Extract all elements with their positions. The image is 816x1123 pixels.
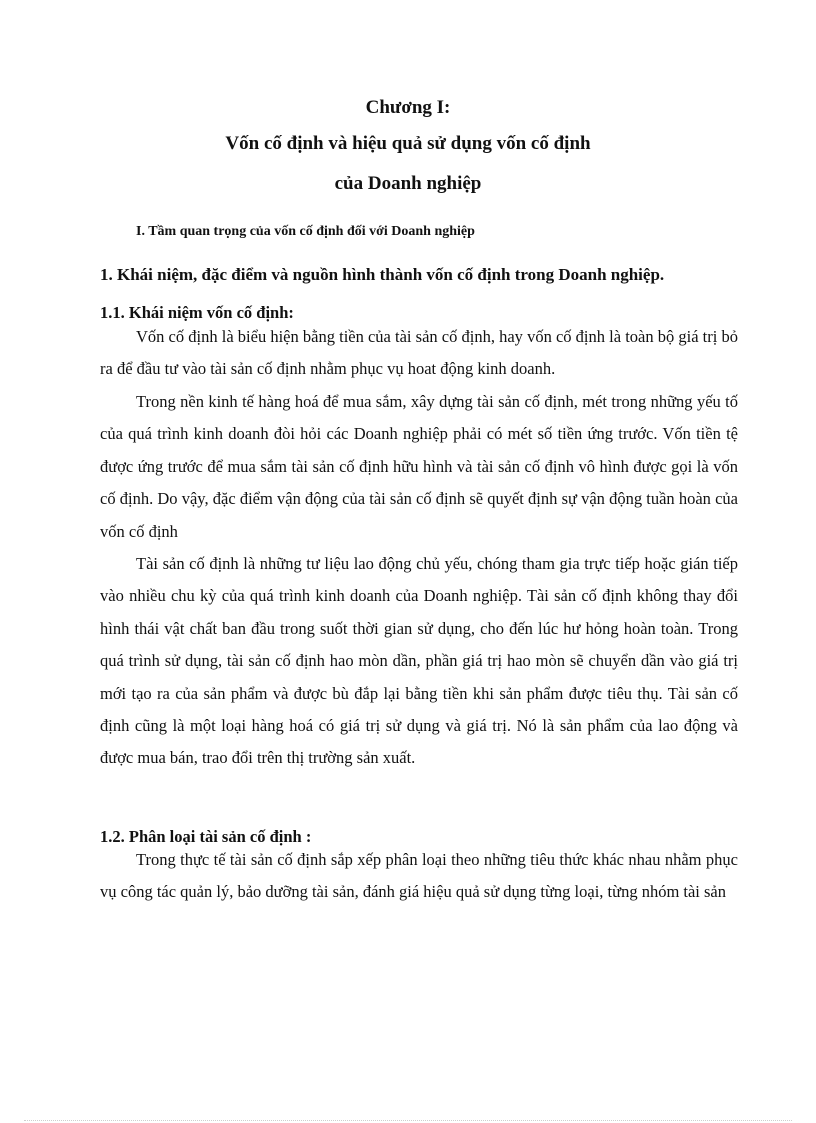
heading-1-1: 1.1. Khái niệm vốn cố định: [100,303,294,322]
section-heading: I. Tầm quan trọng của vốn cố định đối với Doanh nghiệp [136,224,475,239]
paragraph-1: Vốn cố định là biểu hiện bằng tiền của tài sản cố định, hay vốn cố định là toàn bộ giá trị bỏ ra để đầu tư vào tài sản cố định nhằm phục vụ hoat động kinh doanh. [100,327,738,379]
chapter-subtitle-line-2: của Doanh nghiệp [334,173,482,194]
paragraph-4: Trong thực tế tài sản cố định sắp xếp phân loại theo những tiêu thức khác nhau nhằm phục vụ công tác quản lý, bảo dưỡng tài sản, đánh giá hiệu quả sử dụng từng loại, từng nhóm tài sản [100,850,738,902]
heading-1: 1. Khái niệm, đặc điểm và nguồn hình thành vốn cố định trong Doanh nghiệp. [100,265,665,284]
paragraph-2: Trong nền kinh tế hàng hoá để mua sắm, xây dựng tài sản cố định, mét trong những yếu tố của quá trình kinh doanh đòi hỏi các Doanh nghiệp phải có mét số tiền ứng trước. Vốn tiền tệ được ứng trước để mua sắm tài sản cố định hữu hình và tài sản cố định vô hình được gọi là vốn cố định. Do vậy, đặc điểm vận động của tài sản cố định sẽ quyết định sự vận động tuần hoàn của vốn cố định [100,392,738,541]
chapter-title: Chương I: [365,97,451,118]
paragraph-3: Tài sản cố định là những tư liệu lao động chủ yếu, chóng tham gia trực tiếp hoặc gián tiếp vào nhiều chu kỳ của quá trình kinh doanh của Doanh nghiệp. Tài sản cố định không thay đổi hình thái vật chất ban đầu trong suốt thời gian sử dụng, cho đến lúc hư hỏng hoàn toàn. Trong quá trình sử dụng, tài sản cố định hao mòn dần, phần giá trị hao mòn sẽ chuyển dần vào giá trị mới tạo ra của sản phẩm và được bù đắp lại bằng tiền khi sản phẩm được tiêu thụ. Tài sản cố định cũng là một loại hàng hoá có giá trị sử dụng và giá trị. Nó là sản phẩm của lao động và được mua bán, trao đổi trên thị trường sản xuất. [100,554,738,768]
chapter-subtitle-line-1: Vốn cố định và hiệu quả sử dụng vốn cố định [225,133,591,154]
heading-1-2: 1.2. Phân loại tài sản cố định : [100,827,312,846]
page-bottom-divider [24,1120,792,1121]
